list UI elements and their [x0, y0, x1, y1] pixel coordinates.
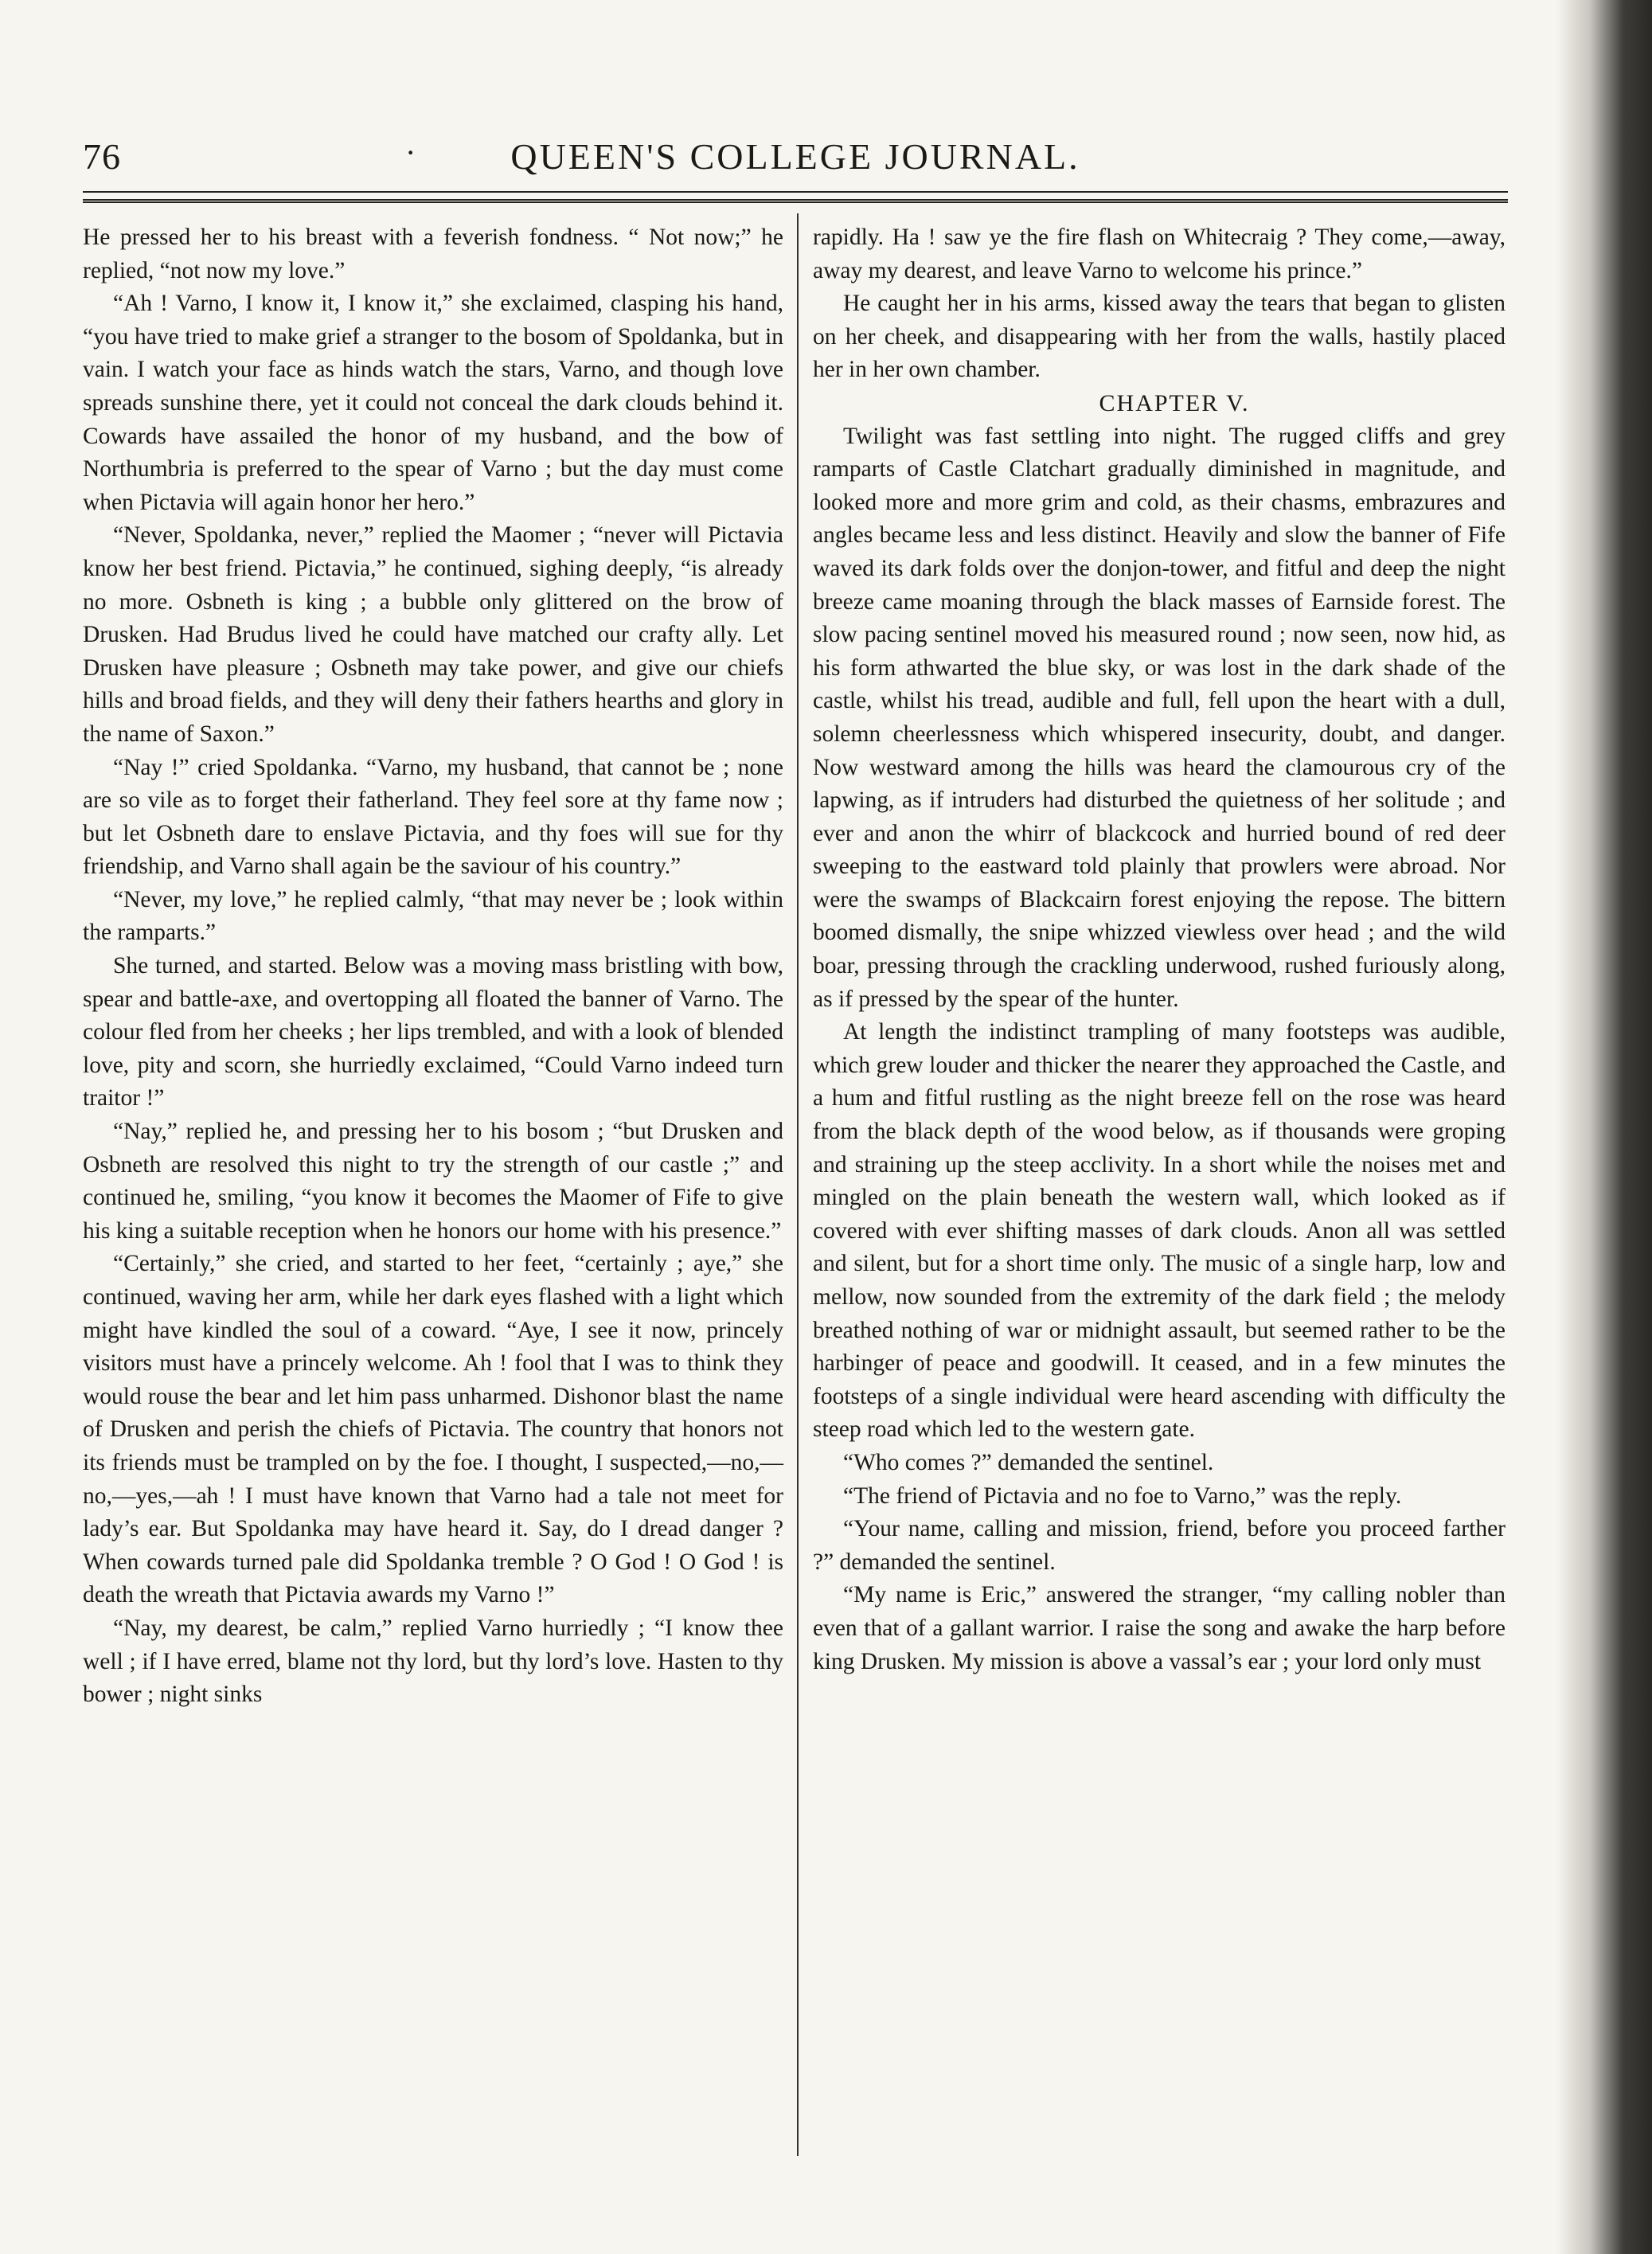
page-edge-shadow	[1556, 0, 1652, 2254]
paragraph: “Nay !” cried Spoldanka. “Varno, my husband, that cannot be ; none are so vile as to forget their fatherland. They feel sore at thy fame now ; but let Osbneth dare to enslave Pictavia, and thy foes will sue for thy friendship, and Varno shall again be the saviour of his country.”	[83, 754, 783, 880]
paragraph: rapidly. Ha ! saw ye the fire flash on Whitecraig ? They come,—away, away my dearest, and leave Varno to welcome his prince.”	[813, 225, 1506, 283]
header-double-rule	[83, 199, 1508, 203]
page-number: 76	[83, 136, 121, 177]
header-dot: ·	[405, 135, 416, 170]
paragraph: “Never, Spoldanka, never,” replied the Maomer ; “never will Pictavia know her best friend. Pictavia,” he continued, sighing deeply, “is already no more. Osbneth is king ; a bubble only glittered on the brow of Drusken. Had Brudus lived he could have matched our crafty ally. Let Drusken have pleasure ; Osbneth may take power, and give our chiefs hills and broad fields, and they will deny their fathers hearths and glory in the name of Saxon.”	[83, 522, 783, 747]
paragraph: “Nay, my dearest, be calm,” replied Varno hurriedly ; “I know thee well ; if I have erred, blame not thy lord, but thy lord’s love. Hasten to thy bower ; night sinks	[83, 1615, 783, 1708]
paragraph: He caught her in his arms, kissed away the tears that began to glisten on her cheek, and disappearing with her from the walls, hastily placed her in her own chamber.	[813, 291, 1506, 383]
paragraph: “The friend of Pictavia and no foe to Varno,” was the reply.	[843, 1482, 1402, 1509]
running-header	[83, 135, 1508, 191]
left-column	[83, 221, 783, 1712]
paragraph: “Who comes ?” demanded the sentinel.	[843, 1449, 1214, 1475]
paragraph: Twilight was fast settling into night. The rugged cliffs and grey ramparts of Castle Clatchart gradually diminished in magnitude, and looked more and more grim and cold, as their chasms, embrazures and angles became less and less distinct. Heavily and slow the banner of Fife waved its dark folds over the donjon-tower, and fitful and deep the night breeze came moaning through the black masses of Earnside forest. The slow pacing sentinel moved his measured round ; now seen, now hid, as his form athwarted the blue sky, or was lost in the dark shade of the castle, whilst his tread, audible and full, fell upon the heart with a dull, solemn cheerlessness which whispered insecurity, doubt, and danger. Now westward among the hills was heard the clamourous cry of the lapwing, as if intruders had disturbed the quietness of her solitude ; and ever and anon the whirr of blackcock and hurried bound of red deer sweeping to the eastward told plainly that prowlers were abroad. Nor were the swamps of Blackcairn forest enjoying the repose. The bittern boomed dismally, the snipe whizzed viewless over head ; and the wild boar, pressing through the crackling underwood, rushed furiously along, as if pressed by the spear of the hunter.	[813, 423, 1506, 1012]
paragraph: He pressed her to his breast with a feverish fondness. “ Not now;” he replied, “not now my love.”	[83, 225, 783, 283]
chapter-heading: CHAPTER V.	[1099, 389, 1250, 416]
column-divider	[797, 213, 799, 2156]
paragraph: “Certainly,” she cried, and started to her feet, “certainly ; aye,” she continued, waving her arm, while her dark eyes flashed with a light which might have kindled the soul of a coward. “Aye, I see it now, princely visitors must have a princely welcome. Ah ! fool that I was to think they would rouse the bear and let him pass unharmed. Dishonor blast the name of Drusken and perish the chiefs of Pictavia. The country that honors not its friends must be trampled on by the foe. I thought, I suspected,—no,—no,—yes,—ah ! I must have known that Varno had a tale not meet for lady’s ear. But Spoldanka may have heard it. Say, do I dread danger ? When cowards turned pale did Spoldanka tremble ? O God ! O God ! is death the wreath that Pictavia awards my Varno !”	[83, 1251, 783, 1608]
paragraph: “Ah ! Varno, I know it, I know it,” she exclaimed, clasping his hand, “you have tried to make grief a stranger to the bosom of Spoldanka, but in vain. I watch your face as hinds watch the stars, Varno, and though love spreads sunshine there, yet it could not conceal the dark clouds behind it. Cowards have assailed the honor of my husband, and the bow of Northumbria is preferred to the spear of Varno ; but the day must come when Pictavia will again honor her hero.”	[83, 291, 783, 515]
paragraph: She turned, and started. Below was a moving mass bristling with bow, spear and battle-axe, and overtopping all floated the banner of Varno. The colour fled from her cheeks ; her lips trembled, and with a look of blended love, pity and scorn, she hurriedly exclaimed, “Could Varno indeed turn traitor !”	[83, 953, 783, 1111]
paragraph: At length the indistinct trampling of many footsteps was audible, which grew louder and thicker the nearer they approached the Castle, and a hum and fitful rustling as the night breeze fell on the rose was heard from the black depth of the wood below, as if thousands were groping and straining up the steep acclivity. In a short while the noises met and mingled on the plain beneath the western wall, which looked as if covered with ever shifting masses of dark clouds. Anon all was settled and silent, but for a short time only. The music of a single harp, low and mellow, now sounded from the extremity of the dark field ; the melody breathed nothing of war or midnight assault, but seemed rather to be the harbinger of peace and goodwill. It ceased, and in a few minutes the footsteps of a single individual were heard ascending with difficulty the steep road which led to the western gate.	[813, 1019, 1506, 1443]
paragraph: “Nay,” replied he, and pressing her to his bosom ; “but Drusken and Osbneth are resolved this night to try the strength of our castle ;” and continued he, smiling, “you know it becomes the Maomer of Fife to give his king a suitable reception when he honors our home with his presence.”	[83, 1119, 783, 1244]
journal-title: QUEEN'S COLLEGE JOURNAL.	[510, 136, 1080, 177]
paragraph: “My name is Eric,” answered the stranger, “my calling nobler than even that of a gallant warrior. I raise the song and awake the harp before king Drusken. My mission is above a vassal’s ear ; your lord only must	[813, 1582, 1506, 1674]
paragraph: “Never, my love,” he replied calmly, “that may never be ; look within the ramparts.”	[83, 886, 783, 946]
right-column	[813, 221, 1506, 1678]
header-rule	[83, 191, 1508, 193]
paragraph: “Your name, calling and mission, friend, before you proceed farther ?” demanded the sentinel.	[813, 1516, 1506, 1575]
